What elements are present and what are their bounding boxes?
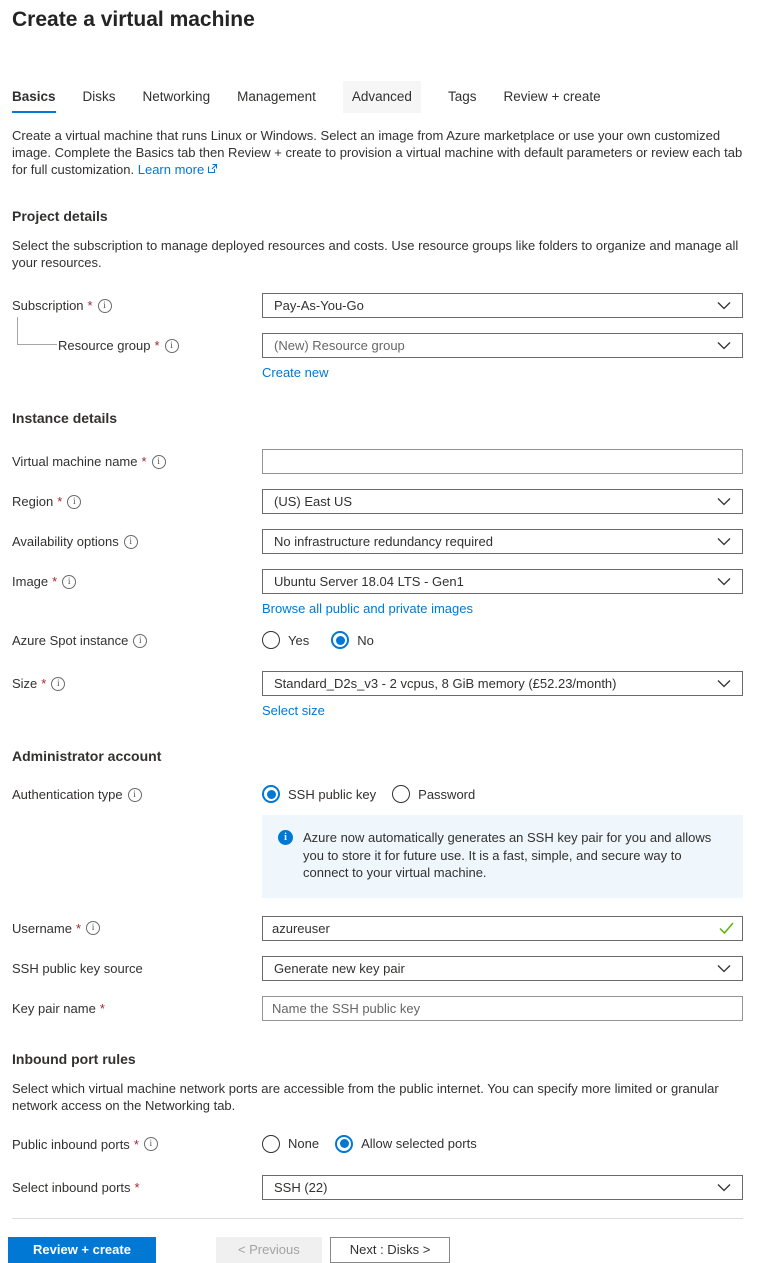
auth-type-control (262, 782, 743, 898)
subscription-select[interactable] (262, 293, 743, 318)
region-select[interactable] (262, 489, 743, 514)
subscription-value: Pay-As-You-Go (274, 298, 364, 313)
resource-group-label-text: Resource group (58, 338, 151, 353)
size-select[interactable] (262, 671, 743, 696)
wizard-footer (12, 1218, 743, 1263)
select-ports-value: SSH (22) (274, 1179, 328, 1195)
size-row (12, 671, 743, 718)
required-mark: * (87, 298, 93, 313)
tab-disks[interactable]: Disks (82, 89, 116, 104)
chevron-down-icon (717, 1180, 731, 1195)
select-ports-label-text: Select inbound ports (12, 1179, 131, 1195)
ssh-source-label (12, 956, 262, 976)
ssh-source-select[interactable] (262, 956, 743, 981)
required-mark: * (133, 1136, 139, 1152)
ssh-source-row (12, 956, 743, 981)
radio-checked-icon (335, 1135, 353, 1153)
tab-review-create[interactable]: Review + create (503, 89, 601, 104)
radio-label: None (288, 1136, 320, 1151)
wizard-tabbar (12, 81, 743, 113)
review-create-button[interactable]: Review + create (8, 1237, 156, 1263)
public-ports-label (12, 1132, 262, 1152)
info-icon[interactable] (124, 535, 138, 549)
key-pair-input[interactable] (262, 996, 743, 1021)
select-ports-label (12, 1175, 262, 1195)
key-pair-label (12, 996, 262, 1016)
resource-group-row (12, 333, 743, 380)
radio-unchecked-icon (392, 785, 410, 803)
select-size-link[interactable]: Select size (262, 703, 325, 718)
select-ports-row (12, 1175, 743, 1200)
info-icon[interactable] (62, 575, 76, 589)
image-row (12, 569, 743, 616)
chevron-down-icon (717, 676, 731, 691)
required-mark: * (141, 454, 147, 469)
region-label (12, 489, 262, 509)
size-control (262, 671, 743, 718)
auth-type-row (12, 782, 743, 898)
tab-advanced[interactable]: Advanced (343, 81, 421, 113)
auth-type-label (12, 782, 262, 802)
spot-row (12, 628, 743, 649)
chevron-down-icon (717, 534, 731, 549)
info-icon[interactable] (133, 634, 147, 648)
radio-label: Allow selected ports (361, 1136, 477, 1151)
image-value: Ubuntu Server 18.04 LTS - Gen1 (274, 574, 464, 589)
select-ports-select[interactable] (262, 1175, 743, 1200)
ports-option-allow-selected[interactable] (335, 1135, 477, 1153)
availability-label-text: Availability options (12, 534, 119, 549)
image-select[interactable] (262, 569, 743, 594)
image-control (262, 569, 743, 616)
chevron-down-icon (717, 298, 731, 313)
page-title: Create a virtual machine (12, 8, 255, 31)
region-row (12, 489, 743, 514)
username-label-text: Username (12, 920, 72, 936)
key-pair-control (262, 996, 743, 1021)
external-link-icon (207, 161, 218, 178)
required-mark: * (154, 338, 160, 353)
radio-unchecked-icon (262, 1135, 280, 1153)
chevron-down-icon (717, 574, 731, 589)
hierarchy-connector-line (17, 317, 57, 345)
ssh-source-label-text: SSH public key source (12, 960, 143, 976)
required-mark: * (52, 574, 58, 589)
radio-checked-icon (331, 631, 349, 649)
key-pair-label-text: Key pair name (12, 1000, 96, 1016)
info-icon[interactable] (98, 299, 112, 313)
region-value: (US) East US (274, 494, 353, 509)
spot-label (12, 628, 262, 648)
info-filled-icon (278, 830, 293, 845)
chevron-down-icon (717, 961, 731, 976)
info-icon[interactable] (144, 1137, 158, 1151)
section-administrator-account: Administrator account (12, 748, 162, 764)
info-icon[interactable] (128, 788, 142, 802)
size-label (12, 671, 262, 691)
resource-group-control (262, 333, 743, 380)
vm-name-input[interactable] (262, 449, 743, 474)
required-mark: * (41, 676, 47, 691)
spot-option-yes[interactable] (262, 631, 309, 649)
spot-option-no[interactable] (331, 631, 374, 649)
auth-type-label-text: Authentication type (12, 787, 123, 802)
resource-group-select[interactable] (262, 333, 743, 358)
vm-name-row (12, 449, 743, 474)
ports-option-none[interactable] (262, 1135, 319, 1153)
browse-images-link[interactable]: Browse all public and private images (262, 601, 473, 616)
public-ports-radio-group (262, 1132, 743, 1153)
subscription-row (12, 293, 743, 318)
resource-group-value: (New) Resource group (274, 338, 405, 353)
ssh-source-value: Generate new key pair (274, 960, 405, 976)
previous-button[interactable]: < Previous (216, 1237, 322, 1263)
tab-management[interactable]: Management (237, 89, 316, 104)
radio-unchecked-icon (262, 631, 280, 649)
inbound-description: Select which virtual machine network ports are accessible from the public internet. You can specify more limited or granular network access on the Networking tab. (12, 1080, 719, 1113)
info-icon[interactable] (165, 339, 179, 353)
username-control (262, 916, 743, 941)
availability-select[interactable] (262, 529, 743, 554)
radio-checked-icon (262, 785, 280, 803)
availability-value: No infrastructure redundancy required (274, 534, 493, 549)
required-mark: * (99, 1000, 105, 1016)
create-new-link[interactable]: Create new (262, 365, 329, 380)
availability-row (12, 529, 743, 554)
section-project-details: Project details (12, 208, 108, 224)
ssh-info-box (262, 815, 743, 898)
intro-body: Create a virtual machine that runs Linux or Windows. Select an image from Azure marketplace or use your own customized image. Complete the Basics tab then Review + create to provision a virtual machine with default parameters or review each tab for full customization. (12, 128, 743, 177)
size-label-text: Size (12, 676, 38, 691)
radio-label: SSH public key (288, 786, 377, 802)
spot-label-text: Azure Spot instance (12, 633, 129, 648)
username-input[interactable] (262, 916, 743, 941)
tab-tags[interactable]: Tags (447, 89, 477, 104)
learn-more-link[interactable] (138, 162, 218, 177)
public-ports-label-text: Public inbound ports (12, 1136, 130, 1152)
vm-name-label (12, 449, 262, 469)
resource-group-label (12, 333, 262, 353)
valid-check-icon (719, 922, 734, 937)
availability-label (12, 529, 262, 549)
ssh-info-text: Azure now automatically generates an SSH key pair for you and allows you to store it for future use. It is a fast, simple, and secure way to connect to your virtual machine. (303, 830, 712, 880)
username-row (12, 916, 743, 941)
info-icon[interactable] (51, 677, 65, 691)
info-icon[interactable] (67, 495, 81, 509)
info-icon[interactable] (86, 921, 100, 935)
subscription-label-text: Subscription (12, 298, 84, 313)
username-label (12, 916, 262, 936)
section-inbound-port-rules: Inbound port rules (12, 1050, 136, 1067)
radio-label: No (357, 632, 374, 648)
auth-option-password[interactable] (392, 785, 475, 803)
chevron-down-icon (717, 494, 731, 509)
info-icon[interactable] (152, 455, 166, 469)
chevron-down-icon (717, 338, 731, 353)
radio-label: Password (418, 786, 476, 802)
public-ports-row (12, 1132, 743, 1153)
tab-basics[interactable]: Basics (12, 81, 56, 113)
vm-name-control (262, 449, 743, 474)
tab-networking[interactable]: Networking (142, 89, 211, 104)
required-mark: * (57, 494, 63, 509)
learn-more-label: Learn more (137, 162, 205, 177)
project-details-description: Select the subscription to manage deployed resources and costs. Use resource groups like folders to organize and manage all your resources. (12, 238, 739, 270)
auth-option-ssh[interactable] (262, 785, 376, 803)
size-value: Standard_D2s_v3 - 2 vcpus, 8 GiB memory (£52.23/month) (274, 676, 617, 691)
required-mark: * (75, 920, 82, 936)
intro-text (12, 127, 743, 178)
key-pair-row (12, 996, 743, 1021)
next-disks-button[interactable]: Next : Disks > (330, 1237, 451, 1263)
radio-label: Yes (288, 632, 310, 648)
auth-type-radio-group (262, 782, 743, 803)
region-label-text: Region (12, 494, 54, 509)
spot-radio-group (262, 628, 743, 649)
image-label (12, 569, 262, 589)
vm-name-label-text: Virtual machine name (12, 454, 138, 469)
subscription-label (12, 293, 262, 313)
image-label-text: Image (12, 574, 49, 589)
section-instance-details: Instance details (12, 410, 118, 426)
required-mark: * (134, 1179, 140, 1195)
